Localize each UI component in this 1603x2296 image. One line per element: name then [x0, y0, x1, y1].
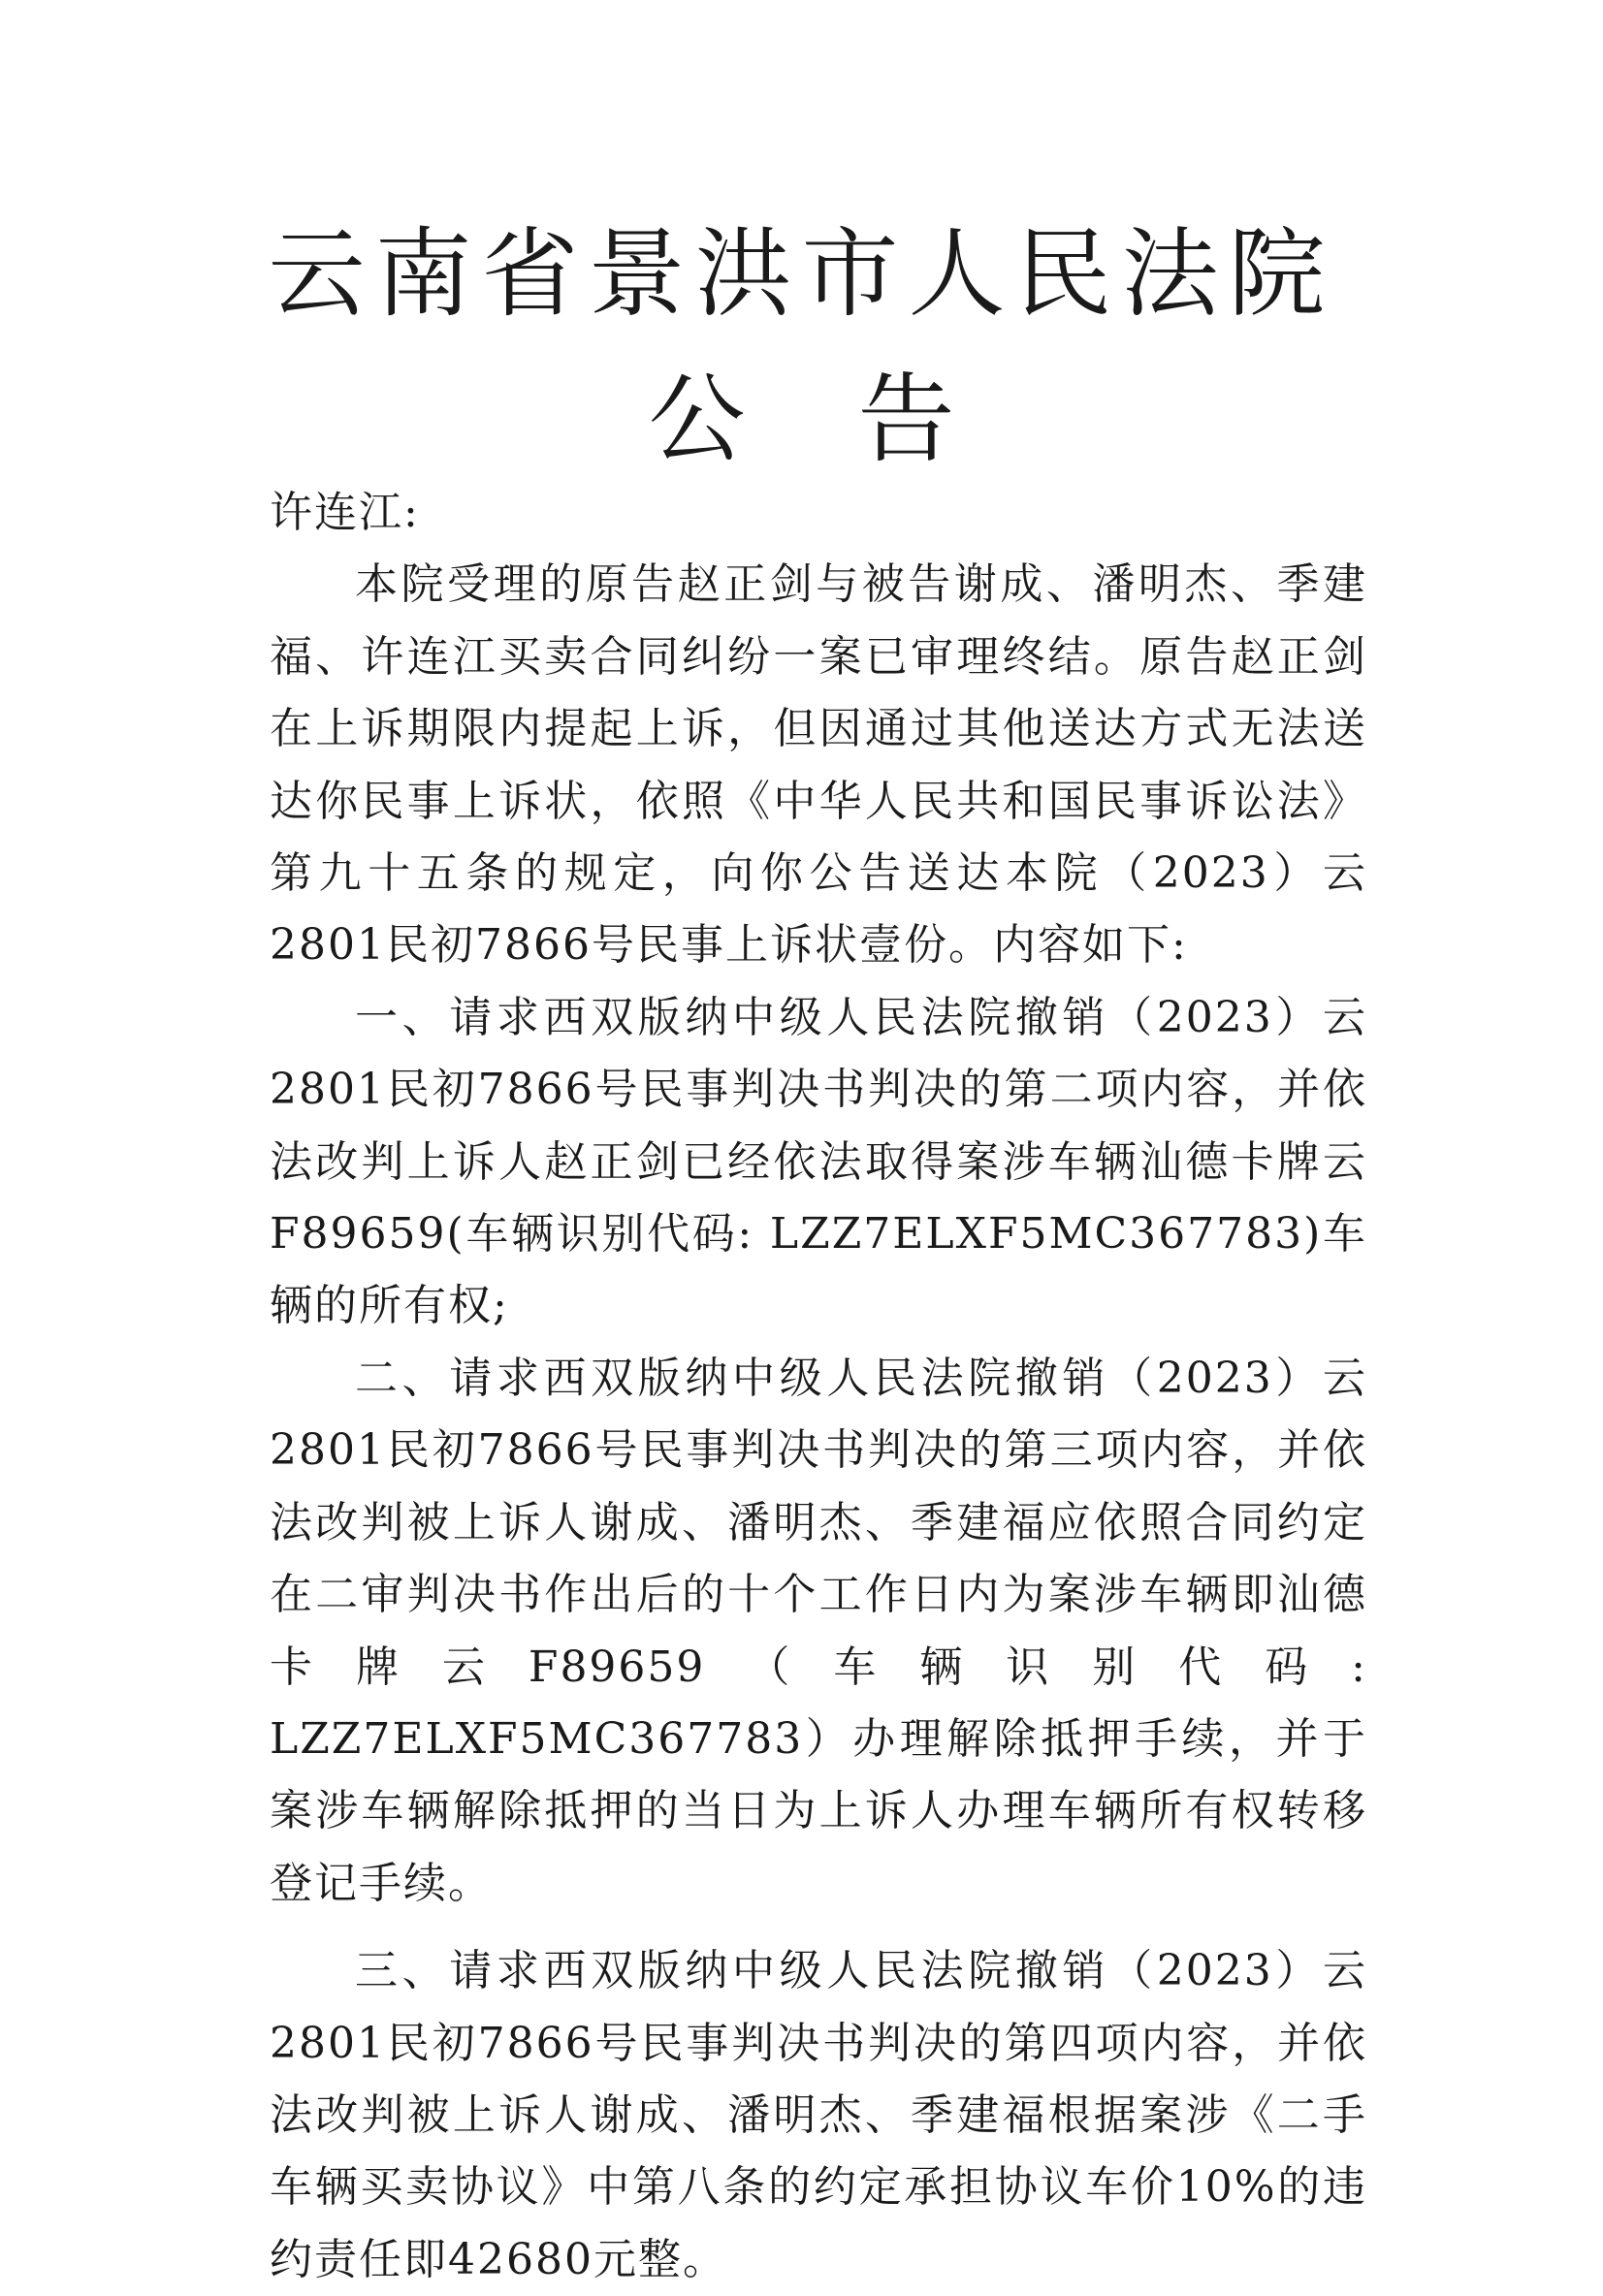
- paragraph-request-1: 一、请求西双版纳中级人民法院撤销（2023）云2801民初7866号民事判决书判决的第二项内容，并依法改判上诉人赵正剑已经依法取得案涉车辆汕德卡牌云F89659(车辆识别代码: LZZ7ELXF5MC367783)车辆的所有权;: [270, 992, 1367, 1331]
- paragraph-request-3: 三、请求西双版纳中级人民法院撤销（2023）云2801民初7866号民事判决书判决的第四项内容，并依法改判被上诉人谢成、潘明杰、季建福根据案涉《二手车辆买卖协议》中第八条的约定承担协议车价10%的违约责任即42680元整。: [270, 1946, 1367, 2284]
- notice-body: [270, 477, 1367, 2296]
- paragraph-intro: 本院受理的原告赵正剑与被告谢成、潘明杰、季建福、许连江买卖合同纠纷一案已审理终结。原告赵正剑在上诉期限内提起上诉，但因通过其他送达方式无法送达你民事上诉状，依照《中华人民共和国民事诉讼法》第九十五条的规定，向你公告送达本院（2023）云2801民初7866号民事上诉状壹份。内容如下:: [270, 559, 1367, 971]
- court-name-heading: 云南省景洪市人民法院: [268, 217, 1335, 331]
- paragraph-request-2: 二、请求西双版纳中级人民法院撤销（2023）云2801民初7866号民事判决书判决的第三项内容，并依法改判被上诉人谢成、潘明杰、季建福应依照合同约定在二审判决书作出后的十个工作日内为案涉车辆即汕德卡牌云F89659（车辆识别代码: LZZ7ELXF5MC367783）办理解除抵押手续，并于案涉车辆解除抵押的当日为上诉人办理车辆所有权转移登记手续。: [270, 1353, 1367, 1908]
- notice-title-char-2: 告: [857, 363, 955, 476]
- notice-title-char-1: 公: [648, 363, 746, 476]
- notice-title: [0, 357, 1603, 483]
- salutation: 许连江:: [270, 488, 420, 537]
